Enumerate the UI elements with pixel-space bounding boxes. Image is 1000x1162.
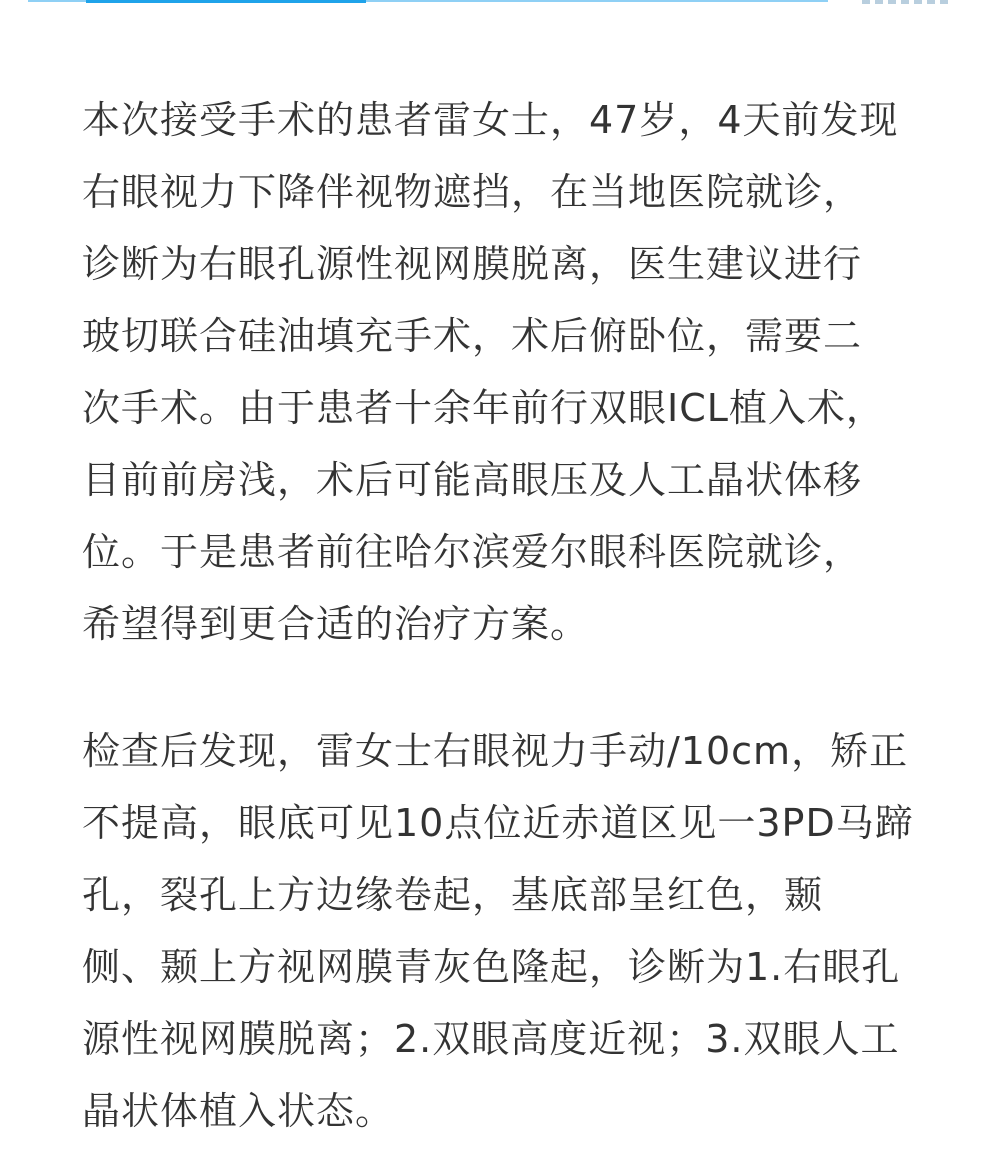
top-divider xyxy=(0,0,1000,8)
text-line: 源性视网膜脱离；2.双眼高度近视；3.双眼人工 xyxy=(82,1017,900,1061)
divider-accent xyxy=(86,0,366,3)
text-line: 玻切联合硅油填充手术，术后俯卧位，需要二 xyxy=(82,314,863,358)
divider-decoration xyxy=(862,0,952,4)
text-line: 晶状体植入状态。 xyxy=(82,1089,395,1133)
text-line: 检查后发现，雷女士右眼视力手动/10cm，矫正 xyxy=(82,729,909,773)
text-line: 不提高，眼底可见10点位近赤道区见一3PD马蹄 xyxy=(82,801,914,845)
text-line: 右眼视力下降伴视物遮挡，在当地医院就诊， xyxy=(82,170,863,214)
article-body xyxy=(82,84,922,1147)
paragraph-gap xyxy=(82,660,922,715)
text-line: 侧、颞上方视网膜青灰色隆起，诊断为1.右眼孔 xyxy=(82,945,901,989)
text-line: 本次接受手术的患者雷女士，47岁，4天前发现 xyxy=(82,98,899,142)
paragraph-case-history xyxy=(82,84,922,660)
text-line: 次手术。由于患者十余年前行双眼ICL植入术， xyxy=(82,386,885,430)
text-line: 希望得到更合适的治疗方案。 xyxy=(82,602,590,646)
text-line: 位。于是患者前往哈尔滨爱尔眼科医院就诊， xyxy=(82,530,863,574)
text-line: 孔，裂孔上方边缘卷起，基底部呈红色，颞 xyxy=(82,873,824,917)
paragraph-examination xyxy=(82,715,922,1147)
text-line: 目前前房浅，术后可能高眼压及人工晶状体移 xyxy=(82,458,863,502)
text-line: 诊断为右眼孔源性视网膜脱离，医生建议进行 xyxy=(82,242,863,286)
